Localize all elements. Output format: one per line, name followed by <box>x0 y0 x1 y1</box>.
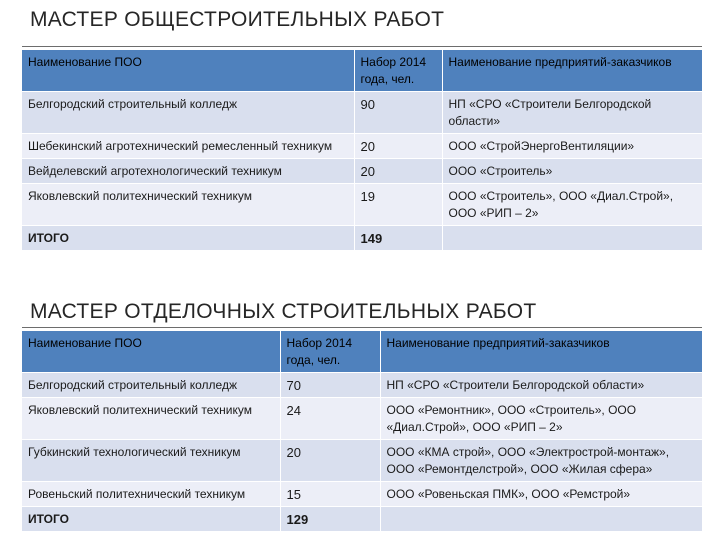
table-row <box>22 440 702 482</box>
table-row <box>22 184 702 226</box>
institution-name: Губкинский технологический техникум <box>22 440 280 482</box>
total-empty-cell <box>380 507 702 532</box>
enrollment-count: 24 <box>280 398 380 440</box>
table-header-row <box>22 50 702 92</box>
table-row <box>22 398 702 440</box>
total-row <box>22 507 702 532</box>
customer-list: НП «СРО «Строители Белгородской области» <box>442 92 702 134</box>
header-enrollment: Набор 2014 года, чел. <box>354 50 442 92</box>
table-row <box>22 159 702 184</box>
table-row <box>22 134 702 159</box>
enrollment-count: 20 <box>354 134 442 159</box>
section1-title: МАСТЕР ОБЩЕСТРОИТЕЛЬНЫХ РАБОТ <box>30 8 445 31</box>
enrollment-count: 15 <box>280 482 380 507</box>
title-underline <box>22 46 702 47</box>
enrollment-count: 19 <box>354 184 442 226</box>
institution-name: Белгородский строительный колледж <box>22 92 354 134</box>
customer-list: ООО «КМА строй», ООО «Электрострой-монтаж», ООО «Ремонтделстрой», ООО «Жилая сфера» <box>380 440 702 482</box>
total-label: ИТОГО <box>22 507 280 532</box>
title-underline <box>22 327 702 328</box>
institution-name: Яковлевский политехнический техникум <box>22 184 354 226</box>
table-row <box>22 482 702 507</box>
enrollment-count: 70 <box>280 373 380 398</box>
header-customers: Наименование предприятий-заказчиков <box>380 331 702 373</box>
institution-name: Яковлевский политехнический техникум <box>22 398 280 440</box>
customer-list: ООО «Строитель» <box>442 159 702 184</box>
customer-list: НП «СРО «Строители Белгородской области» <box>380 373 702 398</box>
institution-name: Вейделевский агротехнологический техникум <box>22 159 354 184</box>
customer-list: ООО «Ремонтник», ООО «Строитель», ООО «Диал.Строй», ООО «РИП – 2» <box>380 398 702 440</box>
total-row <box>22 226 702 251</box>
section2-title: МАСТЕР ОТДЕЛОЧНЫХ СТРОИТЕЛЬНЫХ РАБОТ <box>30 300 537 323</box>
total-count: 149 <box>354 226 442 251</box>
header-institution: Наименование ПОО <box>22 50 354 92</box>
institution-name: Шебекинский агротехнический ремесленный техникум <box>22 134 354 159</box>
enrollment-count: 20 <box>354 159 442 184</box>
total-empty-cell <box>442 226 702 251</box>
institution-name: Ровеньский политехнический техникум <box>22 482 280 507</box>
header-enrollment: Набор 2014 года, чел. <box>280 331 380 373</box>
table-header-row <box>22 331 702 373</box>
enrollment-count: 20 <box>280 440 380 482</box>
customer-list: ООО «Ровеньская ПМК», ООО «Ремстрой» <box>380 482 702 507</box>
customer-list: ООО «СтройЭнергоВентиляции» <box>442 134 702 159</box>
total-label: ИТОГО <box>22 226 354 251</box>
table-row <box>22 373 702 398</box>
general-construction-table <box>22 50 702 250</box>
institution-name: Белгородский строительный колледж <box>22 373 280 398</box>
finishing-construction-table <box>22 331 702 531</box>
table-row <box>22 92 702 134</box>
total-count: 129 <box>280 507 380 532</box>
header-customers: Наименование предприятий-заказчиков <box>442 50 702 92</box>
header-institution: Наименование ПОО <box>22 331 280 373</box>
customer-list: ООО «Строитель», ООО «Диал.Строй», ООО «РИП – 2» <box>442 184 702 226</box>
enrollment-count: 90 <box>354 92 442 134</box>
